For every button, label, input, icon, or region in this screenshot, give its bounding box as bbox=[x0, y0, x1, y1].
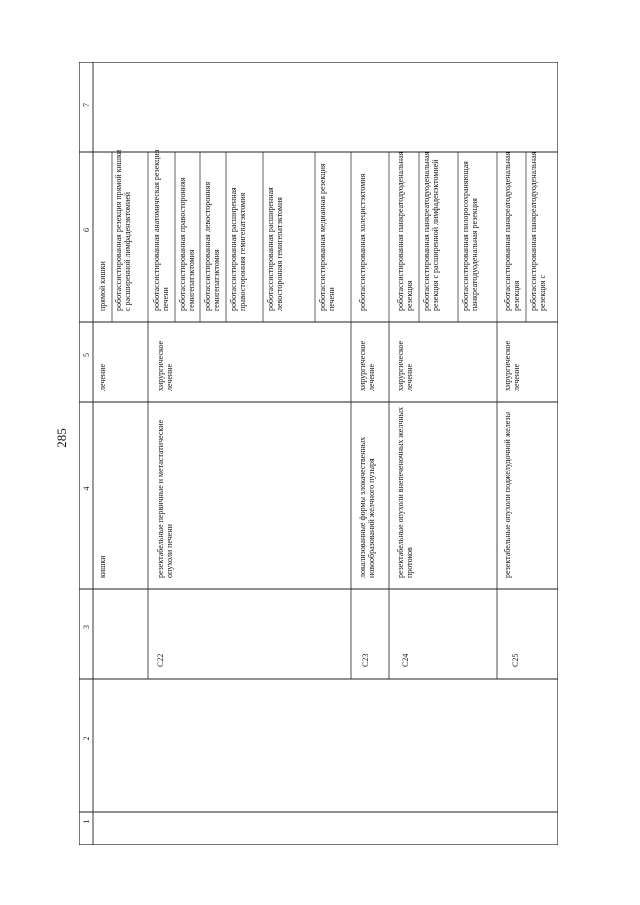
rotated-table: 1 2 3 4 5 6 7 кишки лечение прямой кишки роботассистированная резекция прямой кишки с расширенной лимфаденэктомией C22 резектабельные первичные и метастатические опухоли печени хирургическое лечение роботассистированная анатомическая резекция печени роботассистированная правосторонняя гемигепатэктомия роботассистированная левосторонняя гемигепатэктомия роботассистированная расширенная правосторонняя гемигепатэктомия роботассистированная расширенная левосторонняя гемигепатэктомия роботассистированная медианная резекция печени C23 локализованные формы злокачественных новообразований желчного пузыря хирургическое лечение роботассистированная холецистэктомия C24 резектабельные опухоли внепеченочных желчных протоков хирургическое лечение роботассистированная панкреатодуоденальная резекция роботассистированная панкреатодуоденальная резекция с расширенной лимфаденэктомией роботассистированная пилоросохраняющая панкреатодуоденальная резекция C25 резектабельные опухоли поджелудочной железы хирургическое лечение роботассистированная панкреатодуоденальная резекция роботассистированная панкреатодуоденальная резекция с bbox=[79, 62, 558, 845]
